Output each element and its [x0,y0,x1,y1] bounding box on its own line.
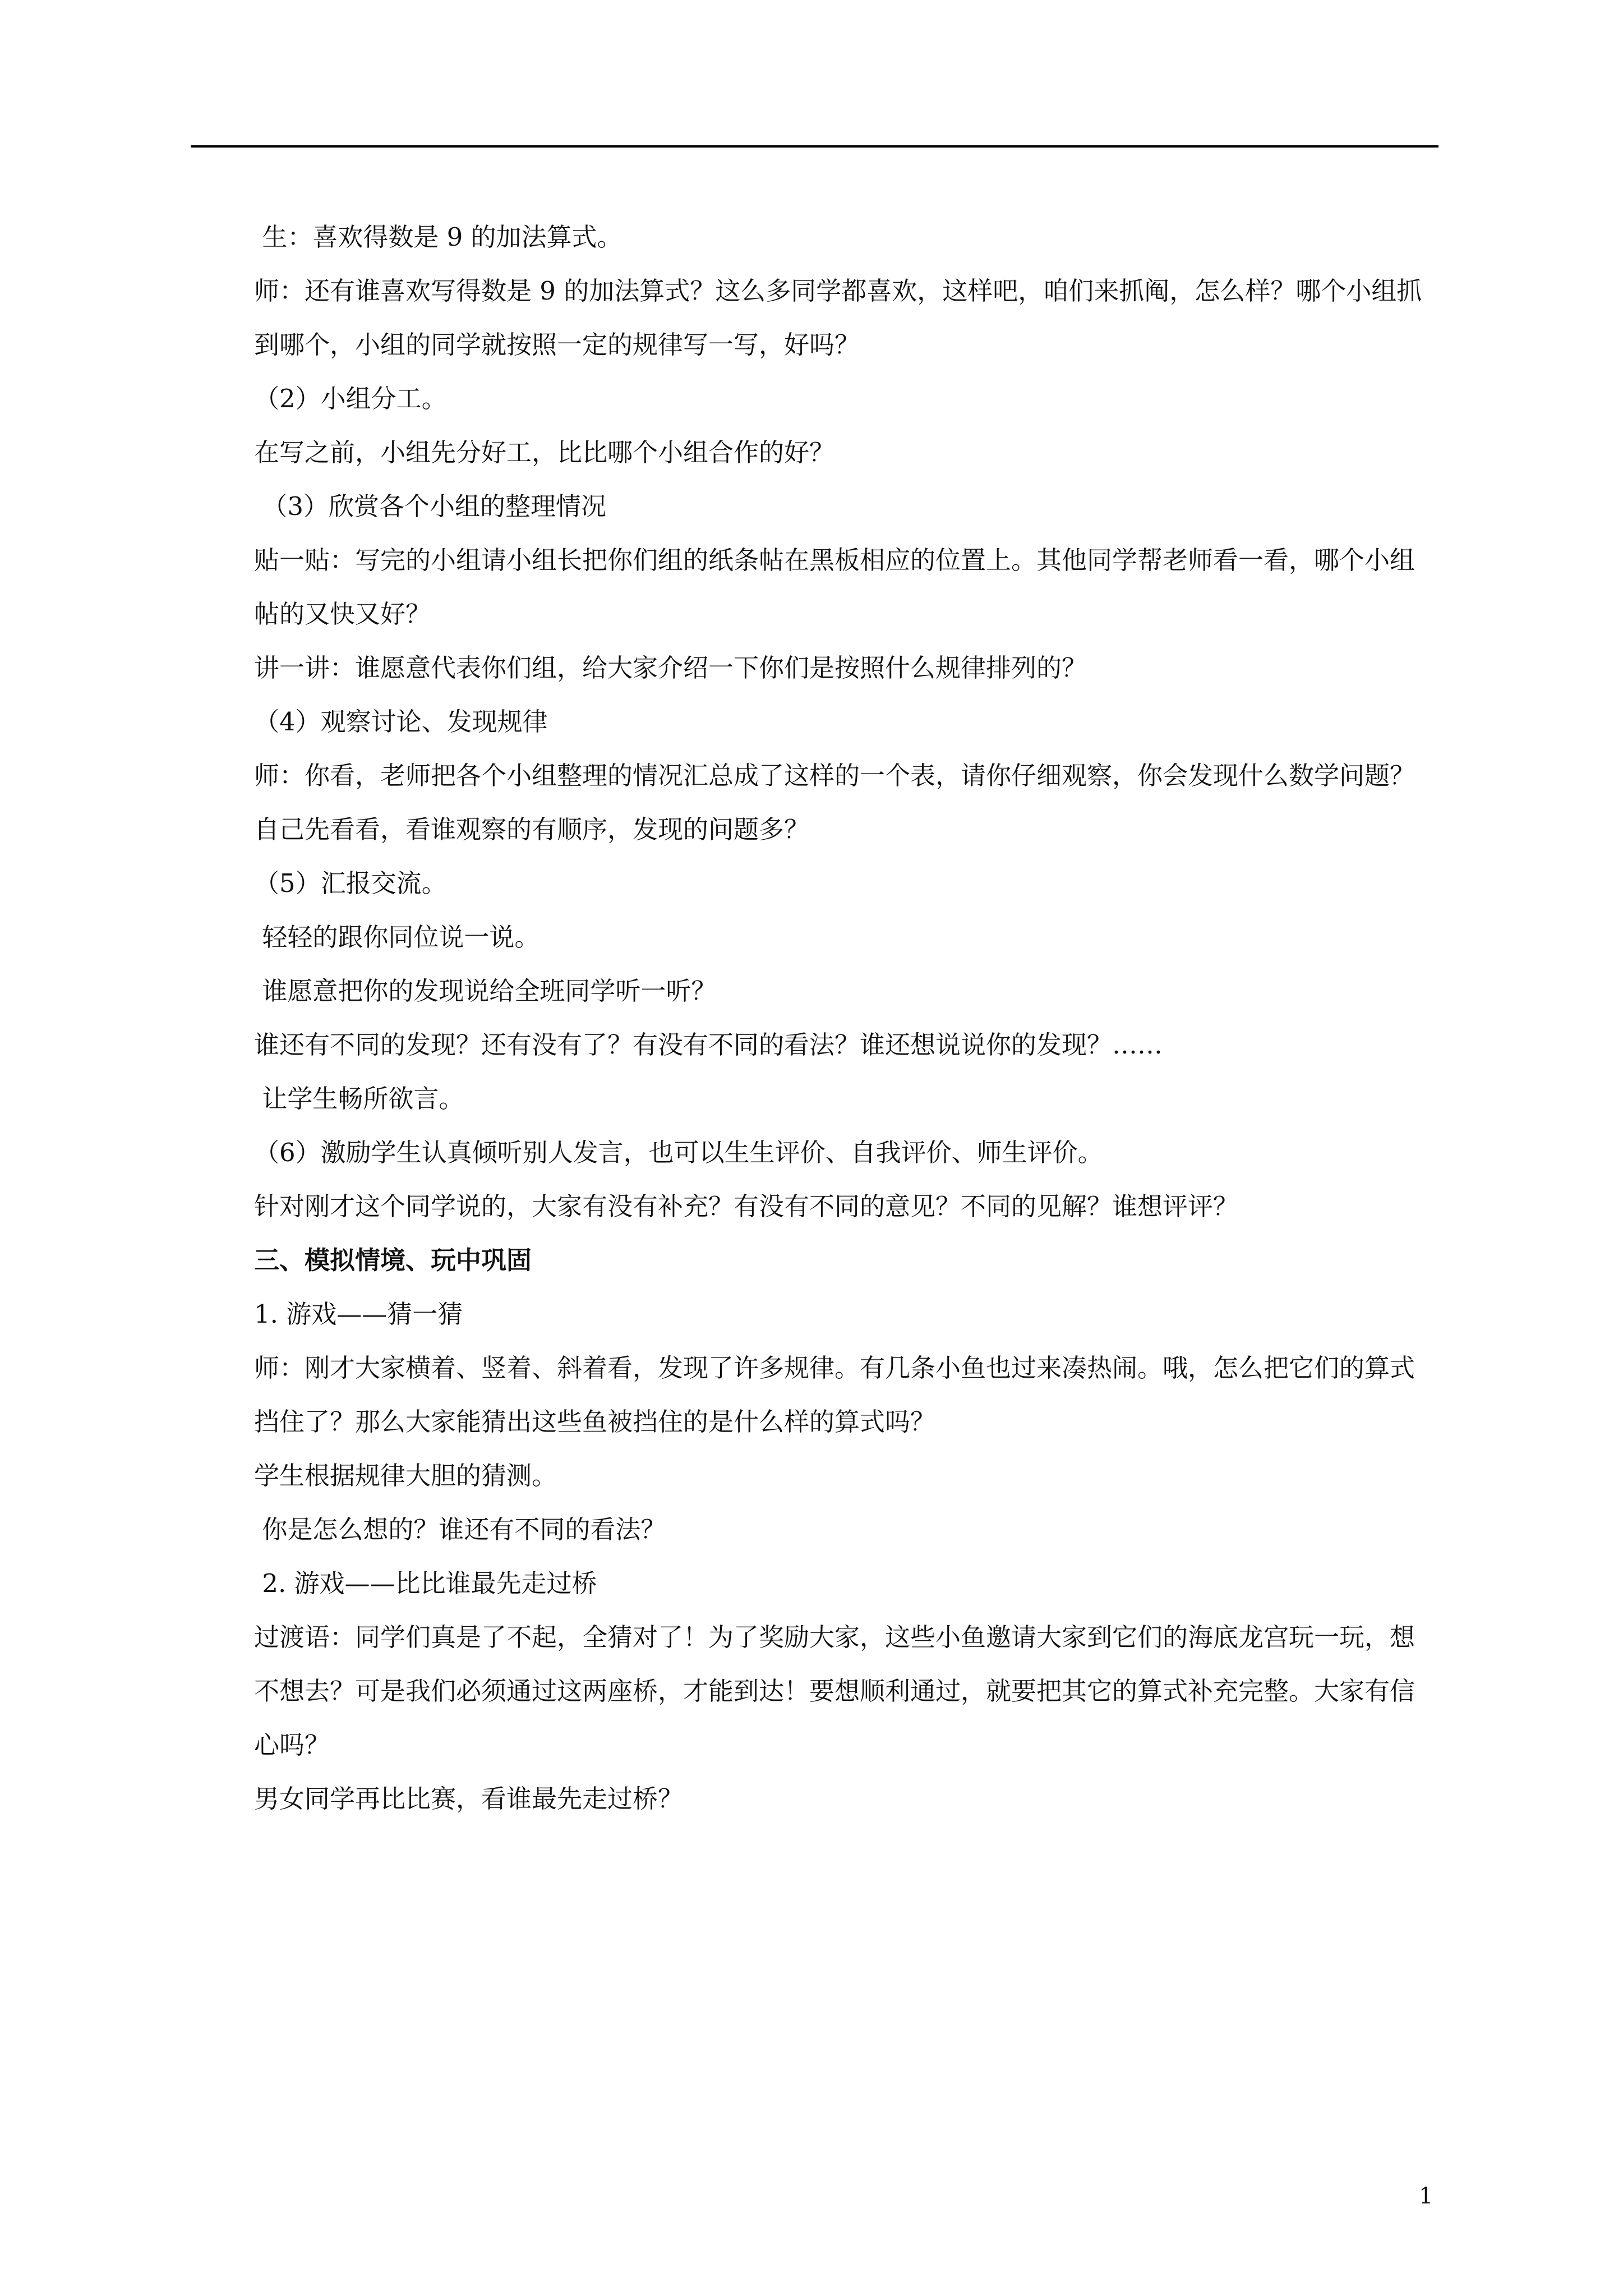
document-body [254,210,1438,1826]
paragraph: 1. 游戏——猜一猜 [254,1299,463,1329]
paragraph: 师：还有谁喜欢写得数是 9 的加法算式？这么多同学都喜欢，这样吧，咱们来抓阄，怎么样？哪个小组抓到哪个，小组的同学就按照一定的规律写一写，好吗？ [254,276,1422,360]
paragraph: 男女同学再比比赛，看谁最先走过桥？ [254,1784,684,1814]
paragraph: 针对刚才这个同学说的，大家有没有补充？有没有不同的意见？不同的见解？谁想评评？ [254,1191,1239,1221]
paragraph: （6）激励学生认真倾听别人发言，也可以生生评价、自我评价、师生评价。 [254,1138,1103,1167]
page-number: 1 [1419,2183,1433,2209]
paragraph: 生：喜欢得数是 9 的加法算式。 [254,222,623,252]
paragraph: （3）欣赏各个小组的整理情况 [254,491,606,521]
paragraph: 你是怎么想的？谁还有不同的看法？ [254,1515,666,1544]
paragraph: 谁还有不同的发现？还有没有了？有没有不同的看法？谁还想说说你的发现？…… [254,1030,1163,1060]
section-heading: 三、模拟情境、玩中巩固 [254,1245,532,1275]
paragraph: 师：刚才大家横着、竖着、斜着看，发现了许多规律。有几条小鱼也过来凑热闹。哦，怎么把它们的算式挡住了？那么大家能猜出这些鱼被挡住的是什么样的算式吗？ [254,1353,1415,1437]
paragraph: 让学生畅所欲言。 [254,1084,464,1114]
paragraph: 在写之前，小组先分好工，比比哪个小组合作的好？ [254,438,835,467]
paragraph: 轻轻的跟你同位说一说。 [254,922,540,952]
paragraph: 学生根据规律大胆的猜测。 [254,1461,557,1490]
paragraph: （4）观察讨论、发现规律 [254,707,548,737]
paragraph: （5）汇报交流。 [254,868,447,898]
paragraph: （2）小组分工。 [254,384,447,413]
paragraph: 师：你看，老师把各个小组整理的情况汇总成了这样的一个表，请你仔细观察，你会发现什么数学问题？自己先看看，看谁观察的有顺序，发现的问题多？ [254,761,1415,844]
paragraph: 2. 游戏——比比谁最先走过桥 [254,1568,597,1598]
paragraph: 贴一贴：写完的小组请小组长把你们组的纸条帖在黑板相应的位置上。其他同学帮老师看一看，哪个小组帖的又快又好？ [254,545,1415,629]
paragraph: 过渡语：同学们真是了不起，全猜对了！为了奖励大家，这些小鱼邀请大家到它们的海底龙宫玩一玩，想不想去？可是我们必须通过这两座桥，才能到达！要想顺利通过，就要把其它的算式补充完整。大家有信心吗？ [254,1622,1415,1760]
paragraph: 谁愿意把你的发现说给全班同学听一听？ [254,976,717,1006]
paragraph: 讲一讲：谁愿意代表你们组，给大家介绍一下你们是按照什么规律排列的？ [254,653,1087,683]
header-rule [191,145,1438,148]
